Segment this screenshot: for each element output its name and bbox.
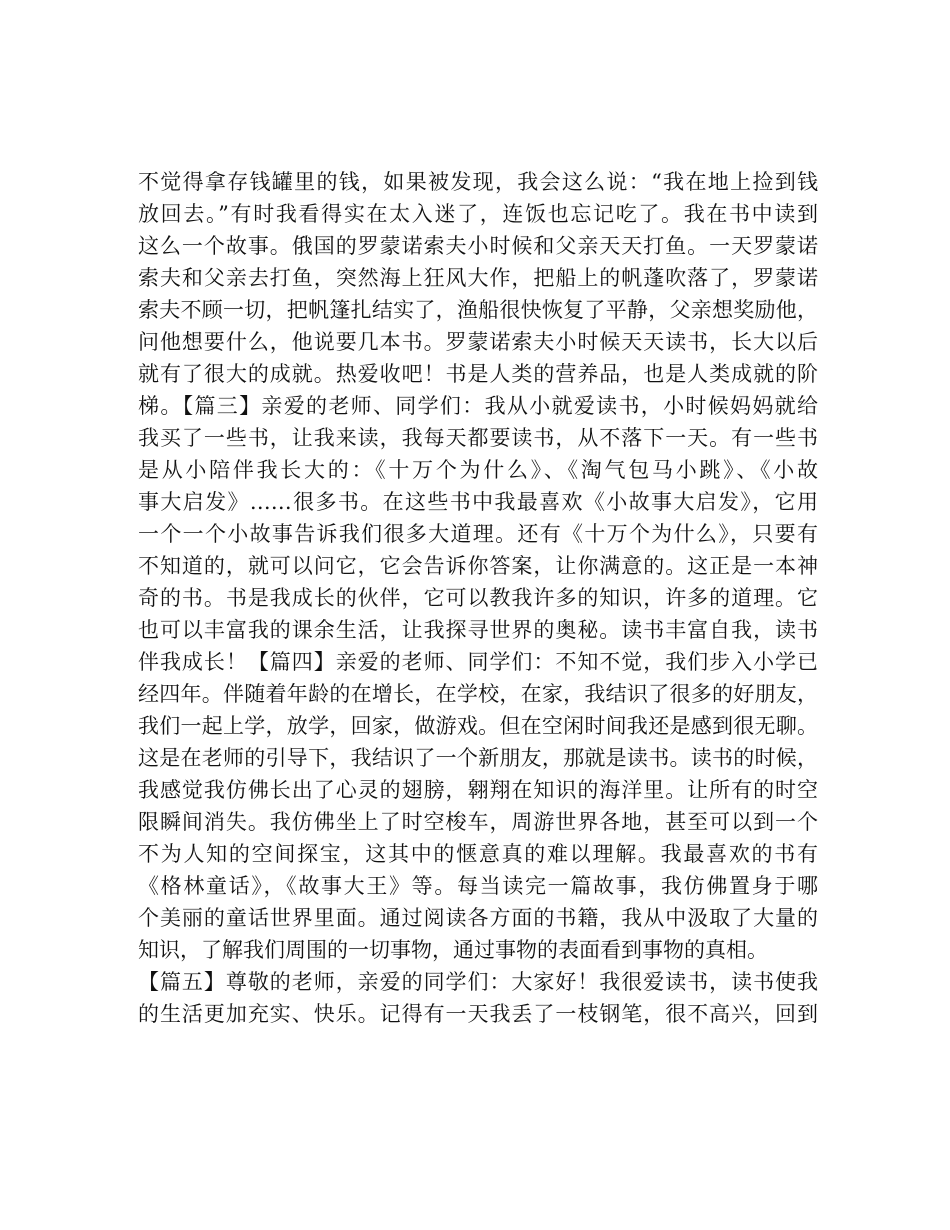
text-line: 索夫不顾一切，把帆篷扎结实了，渔船很快恢复了平静，父亲想奖励他， [138,298,818,322]
text-line: 这么一个故事。俄国的罗蒙诺索夫小时候和父亲天天打鱼。一天罗蒙诺 [138,234,818,258]
text-line: 我们一起上学，放学，回家，做游戏。但在空闲时间我还是感到很无聊。 [138,714,818,738]
text-line: 一个一个小故事告诉我们很多大道理。还有《十万个为什么》，只要有 [138,522,818,546]
text-line: 经四年。伴随着年龄的在增长，在学校，在家，我结识了很多的好朋友， [138,682,818,706]
text-line: 限瞬间消失。我仿佛坐上了时空梭车，周游世界各地，甚至可以到一个 [138,810,818,834]
text-line: 伴我成长！【篇四】亲爱的老师、同学们：不知不觉，我们步入小学已 [138,650,818,674]
text-line: 事大启发》……很多书。在这些书中我最喜欢《小故事大启发》，它用 [138,490,818,514]
text-line: 就有了很大的成就。热爱收吧！书是人类的营养品，也是人类成就的阶 [138,362,818,386]
text-line: 《格林童话》，《故事大王》等。每当读完一篇故事，我仿佛置身于哪 [138,874,818,898]
text-line: 梯。【篇三】亲爱的老师、同学们：我从小就爱读书，小时候妈妈就给 [138,394,818,418]
text-line: 索夫和父亲去打鱼，突然海上狂风大作，把船上的帆蓬吹落了，罗蒙诺 [138,266,818,290]
text-line: 【篇五】尊敬的老师，亲爱的同学们：大家好！我很爱读书，读书使我 [138,970,818,994]
text-line: 不觉得拿存钱罐里的钱，如果被发现，我会这么说：“我在地上捡到钱 [138,170,818,194]
text-line: 这是在老师的引导下，我结识了一个新朋友，那就是读书。读书的时候， [138,746,818,770]
text-line: 也可以丰富我的课余生活，让我探寻世界的奥秘。读书丰富自我，读书 [138,618,818,642]
text-line: 不为人知的空间探宝，这其中的惬意真的难以理解。我最喜欢的书有 [138,842,818,866]
text-line: 我买了一些书，让我来读，我每天都要读书，从不落下一天。有一些书 [138,426,818,450]
text-line: 放回去。”有时我看得实在太入迷了，连饭也忘记吃了。我在书中读到 [138,202,818,226]
text-line: 个美丽的童话世界里面。通过阅读各方面的书籍，我从中汲取了大量的 [138,906,818,930]
document-body-text [138,166,818,1030]
text-line: 知识，了解我们周围的一切事物，通过事物的表面看到事物的真相。 [138,938,768,962]
text-line: 问他想要什么，他说要几本书。罗蒙诺索夫小时候天天读书，长大以后 [138,330,818,354]
text-line: 我感觉我仿佛长出了心灵的翅膀，翱翔在知识的海洋里。让所有的时空 [138,778,818,802]
text-line: 奇的书。书是我成长的伙伴，它可以教我许多的知识，许多的道理。它 [138,586,818,610]
text-line: 是从小陪伴我长大的：《十万个为什么》、《淘气包马小跳》、《小故 [138,458,818,482]
text-line: 不知道的，就可以问它，它会告诉你答案，让你满意的。这正是一本神 [138,554,818,578]
text-line: 的生活更加充实、快乐。记得有一天我丢了一枝钢笔，很不高兴，回到 [138,1002,818,1026]
